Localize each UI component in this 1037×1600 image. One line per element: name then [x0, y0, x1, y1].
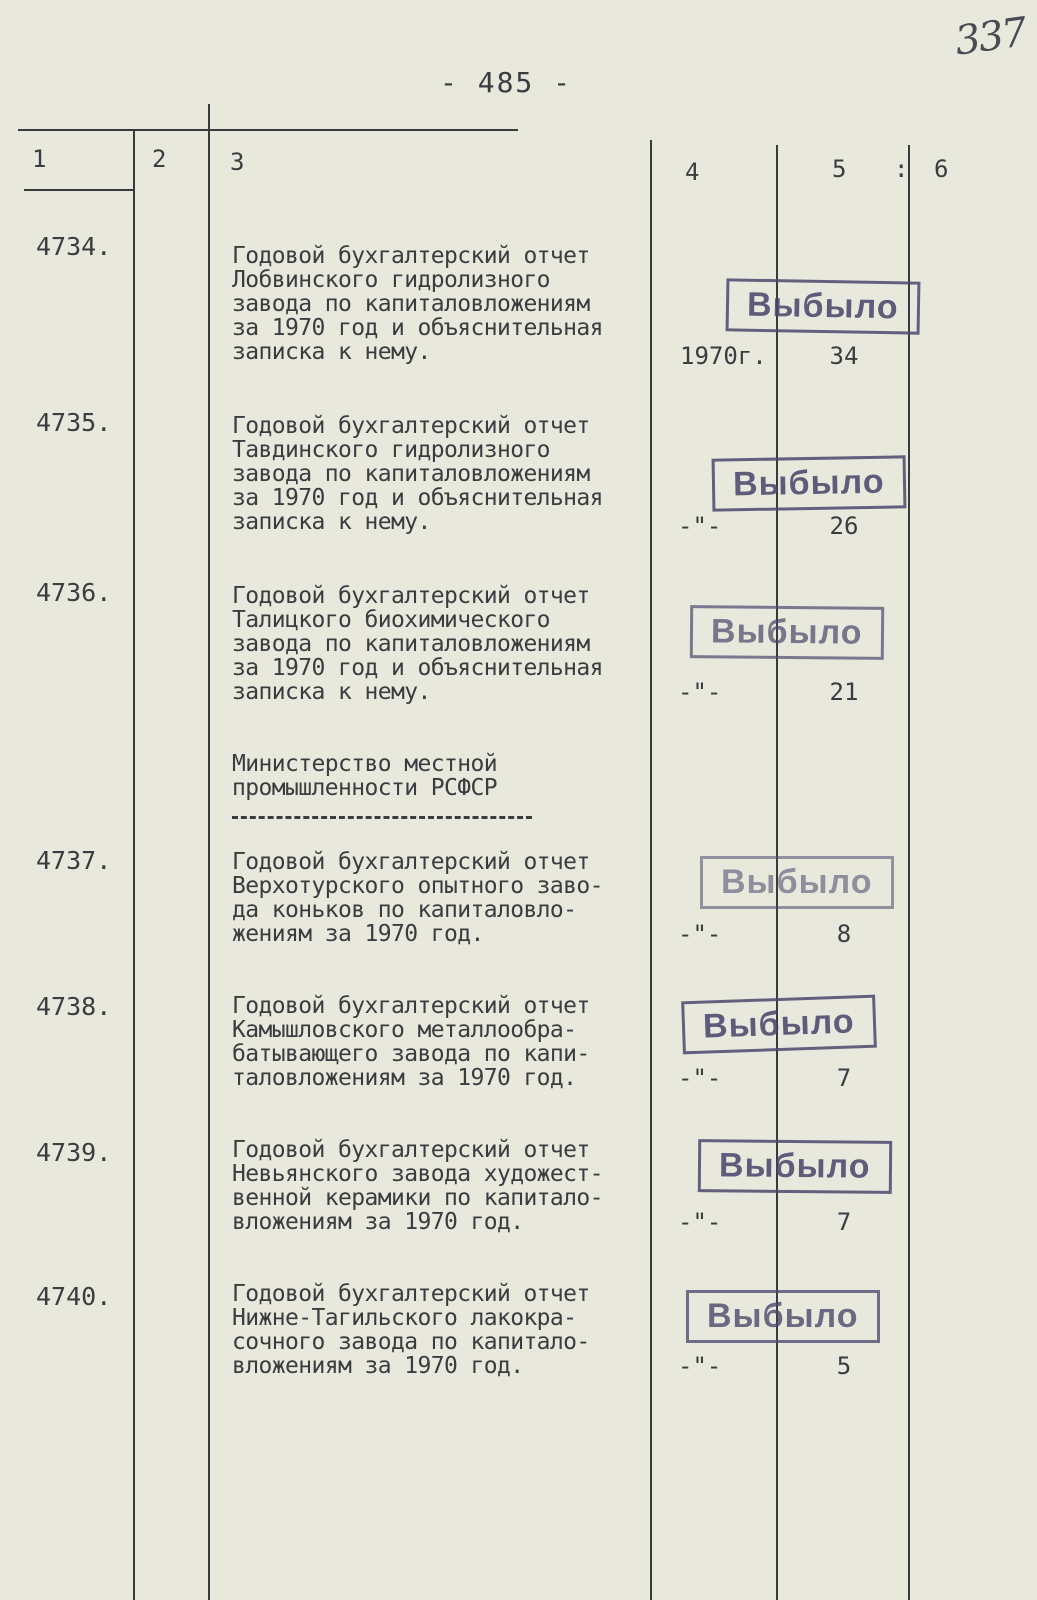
- entry-description: Годовой бухгалтерский отчет Талицкого биохимического завода по капиталовложениям за 1970 год и объяснительная записка к нему.: [232, 583, 603, 705]
- column-header-4: 4: [685, 158, 700, 186]
- column-header-1: 1: [32, 145, 47, 173]
- entry-description: Годовой бухгалтерский отчет Невьянского завода художест- венной керамики по капитало- вложениям за 1970 год.: [232, 1137, 603, 1235]
- table-top-rule: [18, 129, 518, 131]
- entry-date: -"-: [678, 1208, 722, 1236]
- entry-description: Годовой бухгалтерский отчет Лобвинского гидролизного завода по капиталовложениям за 1970 год и объяснительная записка к нему.: [232, 243, 603, 365]
- entry-date: -"-: [678, 678, 722, 706]
- entry-description: Годовой бухгалтерский отчет Камышловского металлообра- батывающего завода по капи- таловложениям за 1970 год.: [232, 993, 590, 1091]
- entry-description: Годовой бухгалтерский отчет Тавдинского гидролизного завода по капиталовложениям за 1970 год и объяснительная записка к нему.: [232, 413, 603, 535]
- entry-sheet-count: 8: [836, 920, 852, 948]
- entry-number: 4740.: [36, 1282, 112, 1311]
- entry-date: -"-: [678, 1352, 722, 1380]
- column-rule-2: [208, 104, 210, 1600]
- entry-number: 4739.: [36, 1138, 112, 1167]
- entry-description: Годовой бухгалтерский отчет Верхотурского опытного заво- да коньков по капиталовло- жениям за 1970 год.: [232, 849, 603, 947]
- entry-date: 1970г.: [680, 342, 767, 370]
- withdrawn-stamp: Выбыло: [690, 605, 884, 660]
- withdrawn-stamp: Выбыло: [686, 1290, 880, 1343]
- handwritten-folio-number: 337: [952, 9, 1029, 65]
- column-header-5: 5: [832, 155, 847, 183]
- withdrawn-stamp: Выбыло: [681, 995, 876, 1055]
- column-header-3: 3: [230, 148, 245, 176]
- entry-date: -"-: [678, 1064, 722, 1092]
- entry-number: 4734.: [36, 232, 112, 261]
- entry-date: -"-: [678, 920, 722, 948]
- column-rule-5: [908, 145, 910, 1600]
- entry-sheet-count: 7: [836, 1064, 852, 1092]
- withdrawn-stamp: Выбыло: [698, 1139, 892, 1194]
- column-separator: :: [894, 155, 909, 183]
- column-header-2: 2: [152, 145, 167, 173]
- withdrawn-stamp: Выбыло: [712, 455, 906, 511]
- page-number: - 485 -: [440, 66, 573, 99]
- withdrawn-stamp: Выбыло: [700, 856, 894, 909]
- entry-number: 4736.: [36, 578, 112, 607]
- entry-number: 4738.: [36, 992, 112, 1021]
- ministry-heading: Министерство местной промышленности РСФСР: [232, 751, 497, 801]
- entry-date: -"-: [678, 512, 722, 540]
- withdrawn-stamp: Выбыло: [726, 278, 920, 334]
- entry-number: 4737.: [36, 846, 112, 875]
- header-underline: [24, 189, 134, 191]
- entry-sheet-count: 5: [836, 1352, 852, 1380]
- column-header-6: 6: [934, 155, 949, 183]
- entry-sheet-count: 21: [829, 678, 859, 706]
- entry-number: 4735.: [36, 408, 112, 437]
- entry-description: Годовой бухгалтерский отчет Нижне-Тагильского лакокра- сочного завода по капитало- вложениям за 1970 год.: [232, 1281, 590, 1379]
- entry-sheet-count: 7: [836, 1208, 852, 1236]
- heading-underline: [232, 816, 532, 819]
- entry-sheet-count: 34: [829, 342, 859, 370]
- column-rule-1: [133, 130, 135, 1600]
- entry-sheet-count: 26: [829, 512, 859, 540]
